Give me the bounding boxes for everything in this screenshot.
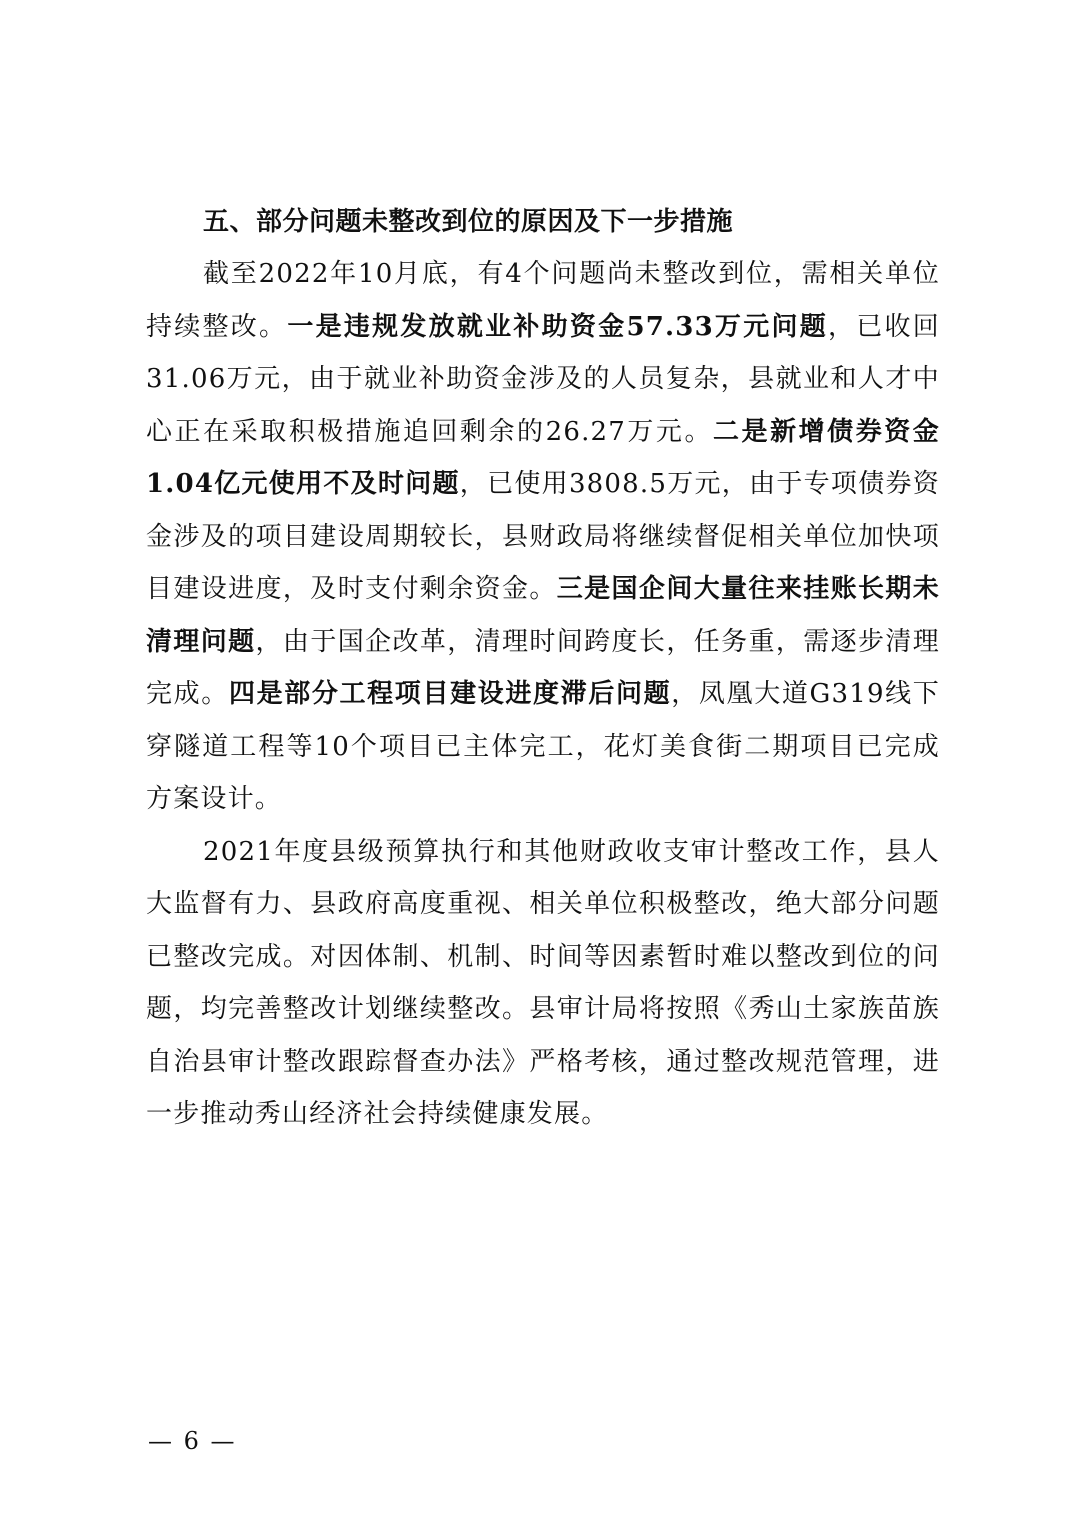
section-heading: 五、部分问题未整改到位的原因及下一步措施 — [203, 207, 734, 237]
paragraph-intro: 截至2022年10月底，有4个问题尚未整改到位，需相关单位持续整改。 — [146, 259, 940, 342]
issue-1-detail: ，已收回31.06万元，由于就业补助资金涉及的人员复杂，县就业和人才中心正在采取积极措施追回剩余的26.27万元。 — [146, 311, 940, 447]
issue-4-detail: ，凤凰大道G319线下穿隧道工程等10个项目已主体完工，花灯美食街二期项目已完成方案设计。 — [146, 679, 940, 814]
page-number: — 6 — — [148, 1427, 237, 1455]
issue-3-detail: ，由于国企改革，清理时间跨度长，任务重，需逐步清理完成。 — [146, 626, 940, 709]
issue-2-detail: ，已使用3808.5万元，由于专项债券资金涉及的项目建设周期较长，县财政局将继续督促相关单位加快项目建设进度，及时支付剩余资金。 — [146, 469, 940, 604]
issue-4-title: 四是部分工程项目建设进度滞后问题 — [228, 679, 672, 709]
issue-3-title: 三是国企间大量往来挂账长期未清理问题 — [146, 574, 940, 657]
document-body — [146, 196, 940, 1141]
paragraph-summary: 2021年度县级预算执行和其他财政收支审计整改工作，县人大监督有力、县政府高度重视、相关单位积极整改，绝大部分问题已整改完成。对因体制、机制、时间等因素暂时难以整改到位的问题，均完善整改计划继续整改。县审计局将按照《秀山土家族苗族自治县审计整改跟踪督查办法》严格考核，通过整改规范管理，进一步推动秀山经济社会持续健康发展。 — [146, 836, 940, 1129]
issue-1-title: 一是违规发放就业补助资金57.33万元问题 — [287, 311, 828, 342]
issue-2-title: 二是新增债券资金1.04亿元使用不及时问题 — [146, 416, 940, 499]
paragraph-rectification-status — [146, 248, 940, 826]
